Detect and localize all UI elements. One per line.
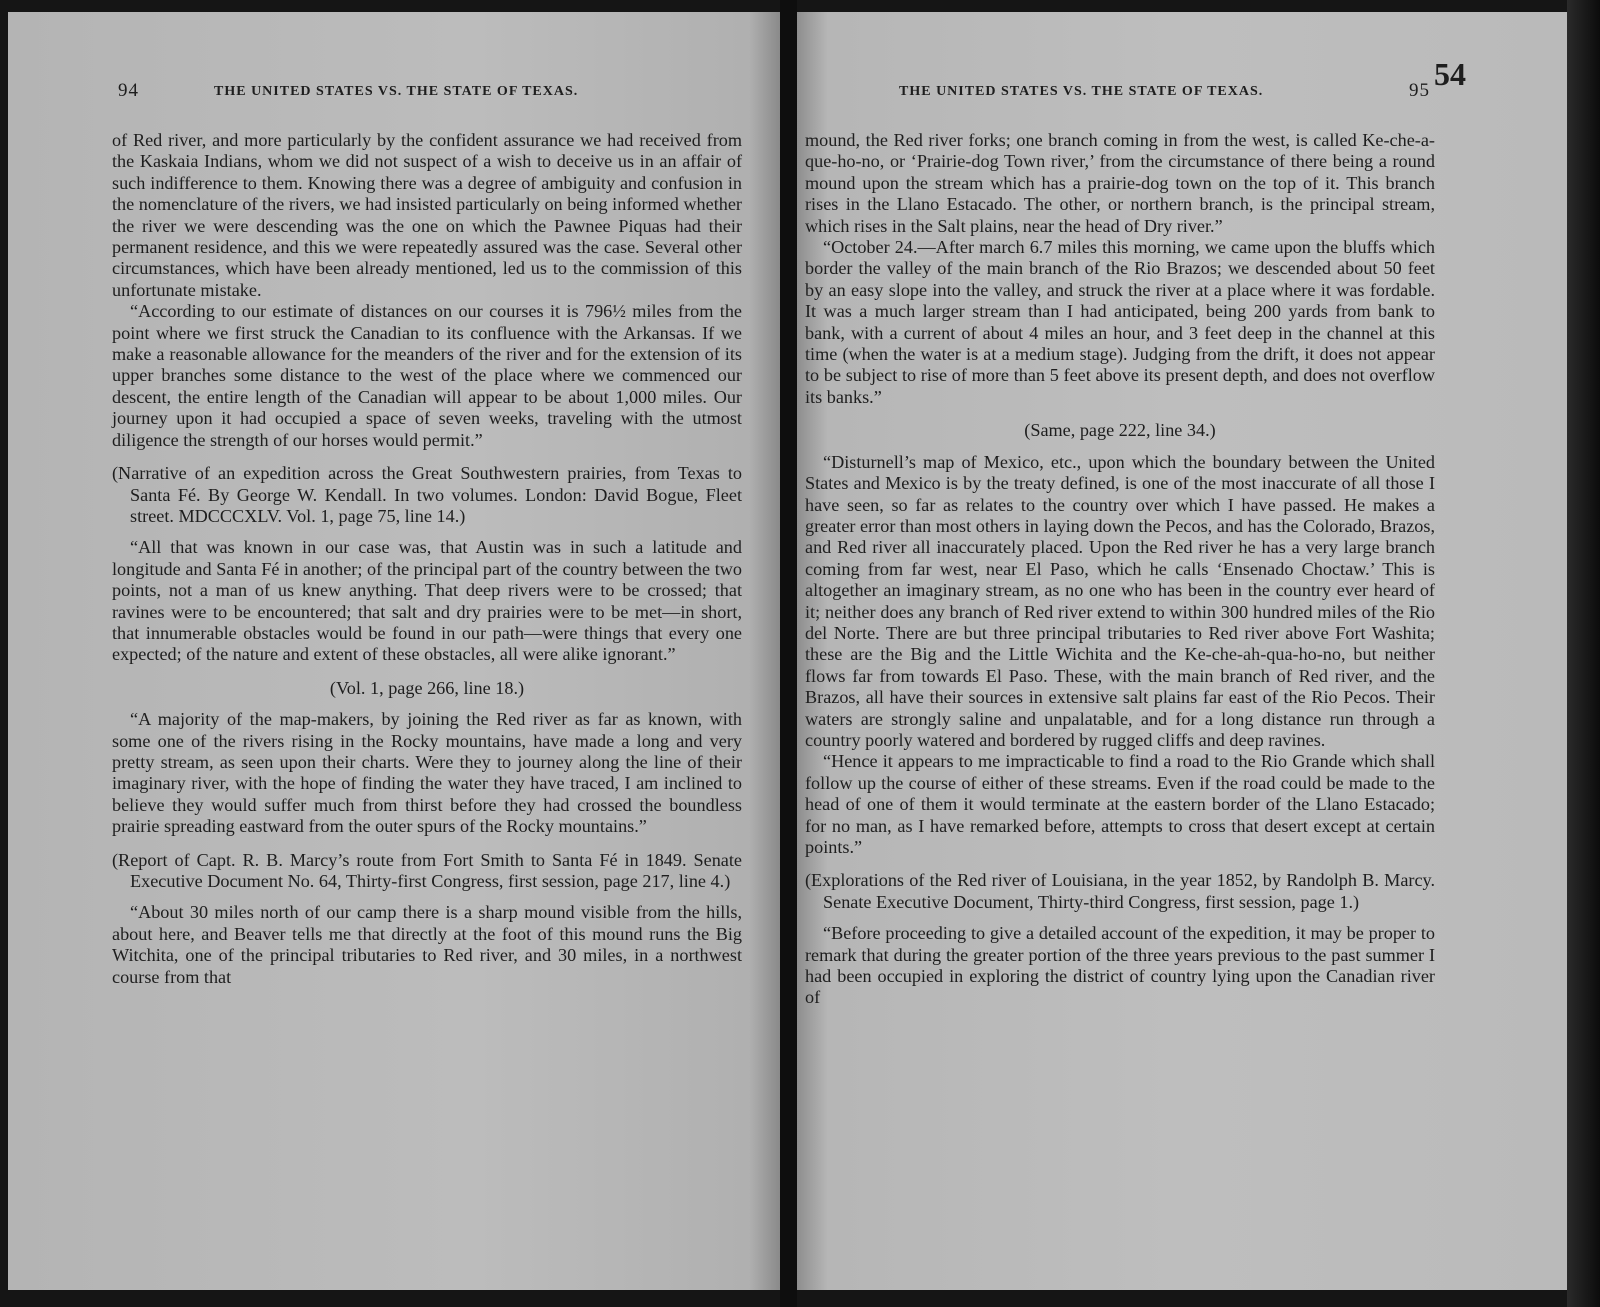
paragraph: of Red river, and more particularly by the confident assurance we had received from the Kaskaia Indians, whom we did not suspect of a wish to deceive us in an affair of such indifference to them. Knowing there was a degree of ambiguity and confusion in the nomenclature of the rivers, we had insisted particularly on being informed whether the river we were descending was the one on which the Pawnee Piquas had their permanent residence, and this we were repeatedly assured was the case. Several other circumstances, which have been already mentioned, led us to the commission of this unfortunate mistake. bbox=[112, 130, 742, 300]
quote-paragraph: “Before proceeding to give a detailed account of the expedition, it may be proper to remark that during the greater portion of the three years previous to the past summer I had been occupied in exploring the district of country lying upon the Canadian river of bbox=[805, 923, 1435, 1008]
book-gutter bbox=[780, 0, 797, 1307]
quote-paragraph: “October 24.—After march 6.7 miles this morning, we came upon the bluffs which border the valley of the main branch of the Rio Brazos; we descended about 50 feet by an easy slope into the valley, and struck the river at a place where it was fordable. It was a much larger stream than I had anticipated, being 200 yards from bank to bank, with a current of about 4 miles an hour, and 3 feet deep in the channel at this time (when the water is at a medium stage). Judging from the drift, it does not appear to be subject to rise of more than 5 feet above its present depth, and does not overflow its banks.” bbox=[805, 237, 1435, 407]
page-reference: (Same, page 222, line 34.) bbox=[1024, 420, 1216, 441]
right-page bbox=[797, 12, 1567, 1290]
quote-paragraph: “Hence it appears to me impracticable to find a road to the Rio Grande which shall follow up the course of either of these streams. Even if the road could be made to the head of one of them it would terminate at the eastern border of the Llano Estacado; for no man, as I have remarked before, attempts to cross that desert except at certain points.” bbox=[805, 751, 1435, 857]
quote-paragraph: “About 30 miles north of our camp there is a sharp mound visible from the hills, about here, and Beaver tells me that directly at the foot of this mound runs the Big Witchita, one of the principal tributaries to Red river, and 30 miles, in a northwest course from that bbox=[112, 902, 742, 987]
quote-paragraph: “Disturnell’s map of Mexico, etc., upon which the boundary between the United States and Mexico is by the treaty defined, is one of the most inaccurate of all those I have seen, so far as relates to the country over which I have passed. He makes a greater error than most others in laying down the Pecos, and has the Colorado, Brazos, and Red river all inaccurately placed. Upon the Red river he has a very large branch coming from far west, near El Paso, which he calls ‘Ensenado Choctaw.’ This is altogether an imaginary stream, as no one who has been in the country ever heard of it; neither does any branch of Red river extend to within 300 hundred miles of the Rio del Norte. There are but three principal tributaries to Red river above Fort Washita; these are the Big and the Little Wichita and the Ke-che-ah-qua-ho-no, but neither flows far from towards El Paso. These, with the main branch of Red river, and the Brazos, all have their sources in extensive salt plains far east of the Rio Pecos. Their waters are strongly saline and unpalatable, and for a long distance run through a country poorly watered and bordered by rugged cliffs and deep ravines. bbox=[805, 451, 1435, 750]
left-running-head: THE UNITED STATES VS. THE STATE OF TEXAS. bbox=[214, 84, 579, 99]
quote-paragraph: “All that was known in our case was, that Austin was in such a latitude and longitude and Santa Fé in another; of the principal part of the country between the two points, not a man of us knew anything. That deep rivers were to be crossed; that ravines were to be encountered; that salt and dry prairies were to be met—in short, that innumerable obstacles would be found in our path—were things that every one expected; of the nature and extent of these obstacles, all were alike ignorant.” bbox=[112, 537, 742, 665]
quote-paragraph: “According to our estimate of distances on our courses it is 796½ miles from the point where we first struck the Canadian to its confluence with the Arkansas. If we make a reasonable allowance for the meanders of the river and for the extension of its upper branches some distance to the west of the place where we commenced our descent, the entire length of the Canadian will appear to be about 1,000 miles. Our journey upon it had occupied a space of seven weeks, traveling with the utmost diligence the strength of our horses would permit.” bbox=[112, 301, 742, 450]
left-header bbox=[8, 80, 780, 110]
paragraph: mound, the Red river forks; one branch coming in from the west, is called Ke-che-a-que-ho-no, or ‘Prairie-dog Town river,’ from the circumstance of there being a round mound upon the stream which has a prairie-dog town on the top of it. This branch rises in the Llano Estacado. The other, or northern branch, is the principal stream, which rises in the Salt plains, near the head of Dry river.” bbox=[805, 130, 1435, 236]
left-page bbox=[8, 12, 780, 1290]
source-citation: (Explorations of the Red river of Louisiana, in the year 1852, by Randolph B. Marcy. Senate Executive Document, Thirty-third Congress, first session, page 1.) bbox=[805, 870, 1435, 912]
right-text-column bbox=[805, 130, 1435, 1009]
page-reference: (Vol. 1, page 266, line 18.) bbox=[329, 677, 525, 698]
right-running-head: THE UNITED STATES VS. THE STATE OF TEXAS. bbox=[899, 84, 1264, 99]
left-page-number: 94 bbox=[118, 80, 139, 101]
source-citation: (Narrative of an expedition across the Great Southwestern prairies, from Texas to Santa Fé. By George W. Kendall. In two volumes. London: David Bogue, Fleet street. MDCCCXLV. Vol. 1, page 75, line 14.) bbox=[112, 463, 742, 526]
folio-number: 54 bbox=[1434, 56, 1466, 92]
source-citation: (Report of Capt. R. B. Marcy’s route from Fort Smith to Santa Fé in 1849. Senate Executive Document No. 64, Thirty-first Congress, first session, page 217, line 4.) bbox=[112, 849, 742, 891]
page-edge bbox=[1567, 0, 1600, 1307]
right-page-number: 95 bbox=[1409, 80, 1430, 101]
left-text-column bbox=[112, 130, 742, 988]
quote-paragraph: “A majority of the map-makers, by joining the Red river as far as known, with some one of the rivers rising in the Rocky mountains, have made a long and very pretty stream, as seen upon their charts. Were they to journey along the line of their imaginary river, with the hope of finding the water they have traced, I am inclined to believe they would suffer much from thirst before they had crossed the boundless prairie spreading eastward from the outer spurs of the Rocky mountains.” bbox=[112, 709, 742, 837]
